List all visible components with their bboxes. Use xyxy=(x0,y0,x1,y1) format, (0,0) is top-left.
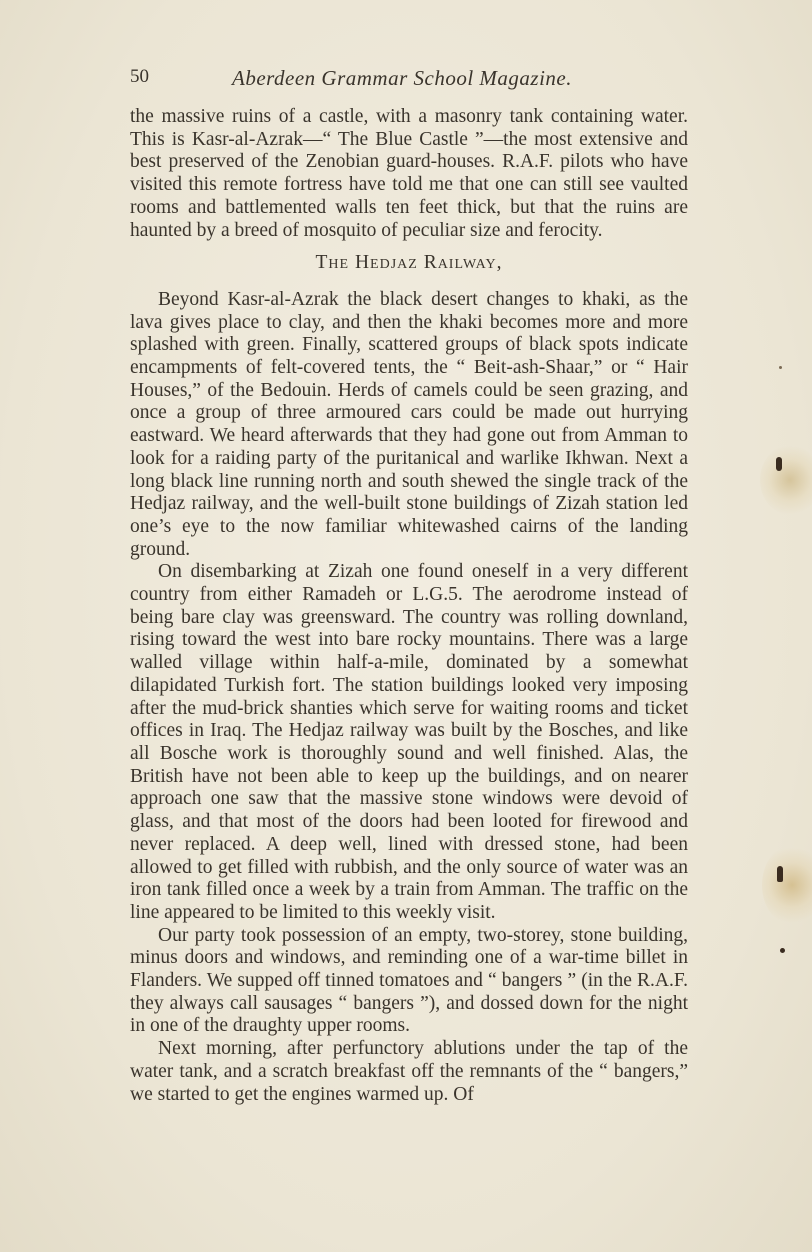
article-body xyxy=(130,106,688,1106)
paragraph-zizah: On disembarking at Zizah one found oneself in a very different country from either Ramadeh or L.G.5. The aerodrome instead of being bare clay was greensward. The country was rolling downland, rising toward the west into bare rocky mountains. There was a large walled village within half-a-mile, dominated by a somewhat dilapidated Turkish fort. The station buildings looked very imposing after the mud-brick shanties which serve for waiting rooms and ticket offices in Iraq. The Hedjaz railway was built by the Bosches, and like all Bosche work is thoroughly sound and well finished. Alas, the British have not been able to keep up the buildings, and on nearer approach one saw that the massive stone windows were devoid of glass, and that most of the doors had been looted for firewood and never replaced. A deep well, lined with dressed stone, had been allowed to get filled with rubbish, and the only source of water was an iron tank filled once a week by a train from Amman. The traffic on the line appeared to be limited to this weekly visit. xyxy=(130,561,688,923)
paragraph-kasr-al-azrak: the massive ruins of a castle, with a masonry tank containing water. This is Kasr-al-Azrak—“ The Blue Castle ”—the most extensive and best preserved of the Zenobian guard-houses. R.A.F. pilots who have visited this remote fortress have told me that one can still see vaulted rooms and battlemented walls ten feet thick, but that the ruins are haunted by a breed of mosquito of peculiar size and ferocity. xyxy=(130,106,688,241)
paragraph-billet: Our party took possession of an empty, two-storey, stone building, minus doors and windows, and reminding one of a war-time billet in Flanders. We supped off tinned tomatoes and “ bangers ” (in the R.A.F. they always call sausages “ bangers ”), and dossed down for the night in one of the draughty upper rooms. xyxy=(130,924,688,1037)
page-header xyxy=(130,66,690,96)
paper-stain xyxy=(760,445,812,515)
paragraph-desert: Beyond Kasr-al-Azrak the black desert changes to khaki, as the lava gives place to clay, and then the khaki becomes more and more splashed with green. Finally, scattered groups of black spots indicate encampments of felt-covered tents, the “ Beit-ash-Shaar,” or “ Hair Houses,” of the Bedouin. Herds of camels could be seen grazing, and once a group of three armoured cars could be made out hurrying eastward. We heard afterwards that they had gone out from Amman to look for a raiding party of the puritanical and warlike Ikhwan. Next a long black line running north and south shewed the single track of the Hedjaz railway, and the well-built stone buildings of Zizah station led one’s eye to the now familiar whitewashed cairns of the landing ground. xyxy=(130,288,688,560)
page-number: 50 xyxy=(130,66,149,87)
paragraph-next-morning: Next morning, after perfunctory ablutions under the tap of the water tank, and a scratch breakfast off the remnants of the “ bangers,” we started to get the engines warmed up. Of xyxy=(130,1038,688,1105)
section-heading: The Hedjaz Railway, xyxy=(315,252,503,274)
running-title: Aberdeen Grammar School Magazine. xyxy=(232,66,573,90)
ink-blot xyxy=(779,366,782,369)
ink-blot xyxy=(777,866,783,882)
ink-blot xyxy=(780,948,785,953)
ink-blot xyxy=(776,457,782,471)
paper-stain xyxy=(762,845,812,925)
